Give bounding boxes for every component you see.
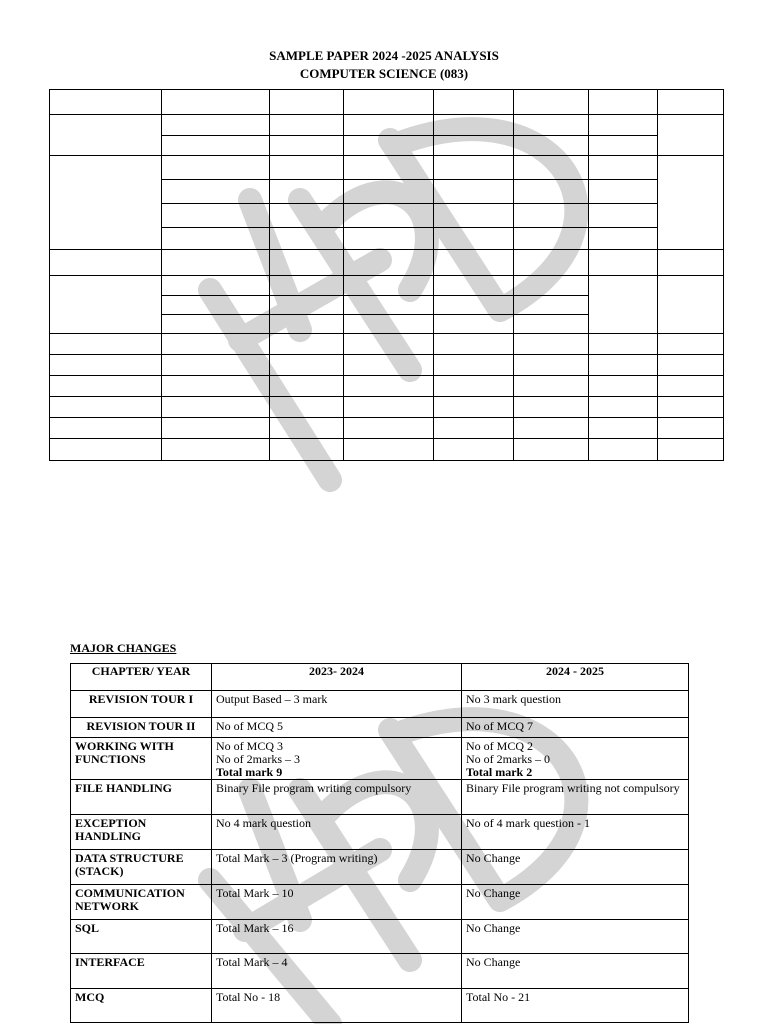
chapter-cell: SQL (71, 920, 212, 954)
cell-text: Total Mark – 4 (216, 955, 288, 969)
header-2024-2025: 2024 - 2025 (462, 664, 689, 691)
grid-row (50, 276, 724, 296)
cell-2023 (212, 718, 462, 738)
grid-row (50, 250, 724, 276)
table-row (71, 718, 689, 738)
table-header-row (71, 664, 689, 691)
cell-2023 (212, 738, 462, 780)
cell-text: No of 4 mark question - 1 (466, 816, 590, 830)
cell-text: No Change (466, 955, 521, 969)
cell-2023 (212, 920, 462, 954)
chapter-cell: INTERFACE (71, 954, 212, 989)
cell-text: Total Mark – 10 (216, 886, 294, 900)
table-row (71, 738, 689, 780)
cell-text: No 4 mark question (216, 816, 311, 830)
cell-text: Total No - 18 (216, 990, 281, 1004)
cell-2023 (212, 815, 462, 850)
grid-header-row (50, 90, 724, 115)
cell-text: Total No - 21 (466, 990, 531, 1004)
chapter-cell: EXCEPTION HANDLING (71, 815, 212, 850)
chapter-cell: FILE HANDLING (71, 780, 212, 815)
cell-2023 (212, 954, 462, 989)
cell-text: Total Mark – 16 (216, 921, 294, 935)
cell-text: No of MCQ 2 (466, 739, 534, 753)
cell-2024 (462, 718, 689, 738)
cell-2023 (212, 885, 462, 920)
cell-text: Binary File program writing compulsory (216, 781, 412, 795)
cell-text: Output Based – 3 mark (216, 692, 328, 706)
cell-2024 (462, 738, 689, 780)
cell-2024 (462, 815, 689, 850)
cell-text: No of MCQ 5 (216, 719, 284, 733)
chapter-cell: REVISION TOUR I (71, 691, 212, 718)
cell-2023 (212, 850, 462, 885)
grid-row (50, 334, 724, 355)
table-row (71, 885, 689, 920)
cell-text: No Change (466, 886, 521, 900)
grid-row (50, 418, 724, 439)
table-row (71, 780, 689, 815)
table-row (71, 815, 689, 850)
chapter-cell: COMMUNICATION NETWORK (71, 885, 212, 920)
cell-text: No 3 mark question (466, 692, 561, 706)
cell-text: No of 2marks – 0 (466, 752, 550, 766)
chapter-cell: REVISION TOUR II (71, 718, 212, 738)
grid-row (50, 397, 724, 418)
table-row (71, 850, 689, 885)
cell-text: No of MCQ 7 (466, 719, 534, 733)
cell-2024 (462, 691, 689, 718)
cell-2024 (462, 885, 689, 920)
table-row (71, 954, 689, 989)
cell-text: Total Mark – 3 (Program writing) (216, 851, 378, 865)
document-subtitle: COMPUTER SCIENCE (083) (299, 66, 469, 81)
grid-row (50, 439, 724, 461)
cell-text: No of MCQ 3 (216, 739, 284, 753)
cell-2023 (212, 780, 462, 815)
grid-row (50, 115, 724, 136)
table-row (71, 691, 689, 718)
table-row (71, 920, 689, 954)
cell-text: No Change (466, 921, 521, 935)
cell-2024 (462, 989, 689, 1023)
major-changes-table (70, 663, 689, 1023)
chapter-cell: MCQ (71, 989, 212, 1023)
total-mark-text: Total mark 2 (466, 765, 533, 779)
cell-text: No Change (466, 851, 521, 865)
document-title: SAMPLE PAPER 2024 -2025 ANALYSIS (269, 48, 499, 63)
table-row (71, 989, 689, 1023)
chapter-cell: WORKING WITH FUNCTIONS (71, 738, 212, 780)
grid-row (50, 376, 724, 397)
header-2023-2024: 2023- 2024 (212, 664, 462, 691)
header-chapter-year: CHAPTER/ YEAR (71, 664, 212, 691)
cell-2023 (212, 691, 462, 718)
total-mark-text: Total mark 9 (216, 765, 283, 779)
major-changes-heading: MAJOR CHANGES (70, 641, 177, 655)
cell-text: No of 2marks – 3 (216, 752, 300, 766)
cell-text: Binary File program writing not compulsory (466, 781, 680, 795)
cell-2024 (462, 850, 689, 885)
grid-row (50, 156, 724, 180)
cell-2023 (212, 989, 462, 1023)
cell-2024 (462, 954, 689, 989)
analysis-grid-table (49, 89, 724, 461)
cell-2024 (462, 780, 689, 815)
chapter-cell: DATA STRUCTURE (STACK) (71, 850, 212, 885)
grid-row (50, 355, 724, 376)
cell-2024 (462, 920, 689, 954)
